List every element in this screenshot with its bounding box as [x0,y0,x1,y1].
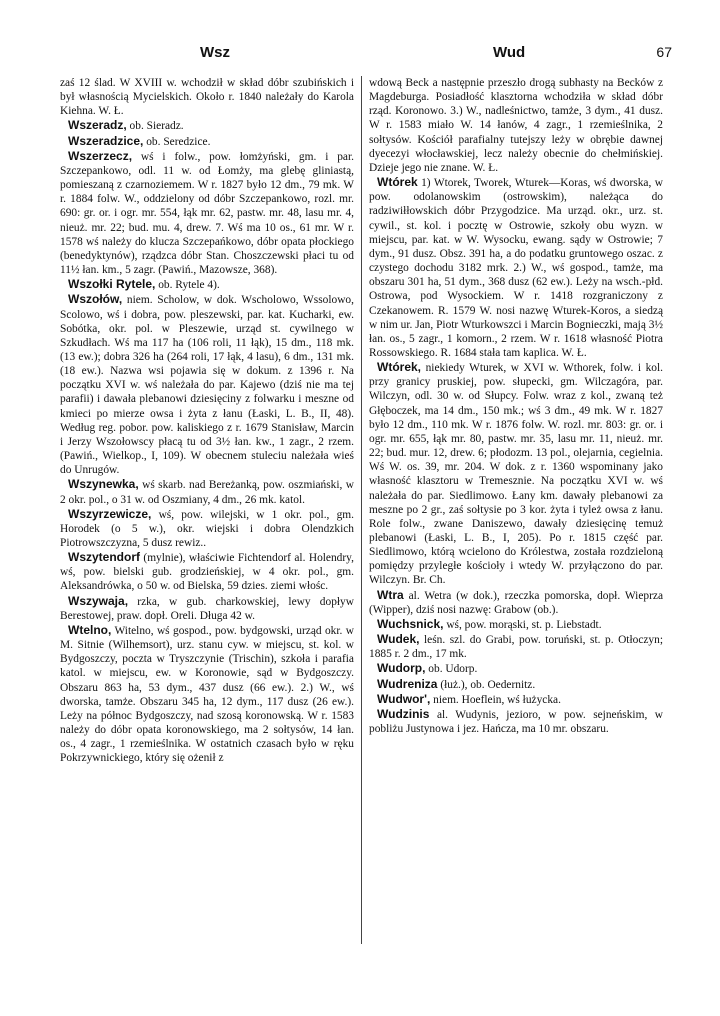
entry-headword: Wszytendorf [68,550,140,565]
entry-headword: Wszołki Rytele, [68,277,156,292]
entry-text: al. Wudynis, jezioro, w pow. sejneńskim, w pobliżu Justynowa i jez. Hańcza, ma 10 mr. obszaru. [369,708,664,736]
entry-text: niekiedy Wturek, w XVI w. Wthorek, folw. i kol. przy granicy pruskiej, pow. słupecki, gm. Wilczagóra, par. Wilczyn, odl. 30 w. od Słupcy. Folw. wraz z kol., zwaną też Głęboczek, ma 14 dm., 150 mk.; wś 3 dm., 49 mk. W r. 1827 było 12 dm., 110 mk. W r. 1876 folw. W. rozl. mr. 803: gr. or. i ogr. mr. 655, łąk mr. 80, pastw. mr. 35, lasu mr. 11, nieuż. mr. 22; bud. mur. 12, drew. 6; płodozm. 13 pol., olejarnia, cegielnia. Wś W. os. 39, mr. 204. W dok. z r. 1360 wspominany jako własność klasztoru w Tremesznie. Na początku XVI w. wś należała do par. Siedlimowo. Łany km. dawały plebanowi za meszne po 2 gr., zaś sołtysie po 3 kor. żyta i tyleż owsa z łanu. Role folw., zwane Daniszewo, dawały dziesięcinę temuż plebanowi (Łaski, L. B., I, 205). Po r. 1815 część par. Siedlimowo, którą wcielono do Królestwa, została rozdzieloną pomiędzy przyległe kościoły i wtedy W. przyłączono do par. Wilczyn. Br. Ch. [369,362,663,587]
entry-headword: Wszołów, [68,292,123,307]
entry-text: ob. Rytele 4). [158,279,220,292]
entry-text: niem. Scholow, w dok. Wscholowo, Wssolowo, Scolowo, wś i dobra, pow. pleszewski, par. kat. Kucharki, ew. Sobótka, okr. pol. w Pleszewie, urząd st. cywilnego w Szkudłach. Wś ma 117 ha (106 roli, 11 łąk), 15 dm., 118 mk. (13 ew.); dobra 326 ha (264 roli, 17 łąk, 4 lasu), 6 dm., 131 mk. (18 ew.). Nazwa wsi pojawia się w dokum. z 1396 r. Na początku XVI w. wś należała do par. Kajewo (dziś nie ma tej parafii) i dawała plebanowi dziesięciny z folwarku i meszne od kmieci po mierze owsa i żyta z łanu (Łaski, L. B., II, 48). Według reg. pobor. pow. kaliskiego z r. 1679 Stanisław, Marcin i Jerzy Wszołowscy płacą tu od 3½ łan. kw., 1 zagr., 2 rzem. (Pawiń., Wielkop., I, 109). W obecnem stuleciu należała wieś do Unrugów. [60,294,354,477]
dictionary-entry [369,661,663,676]
dictionary-entry [60,76,354,118]
entry-text: (mylnie), właściwie Fichtendorf al. Holendry, wś, pow. bielski gub. grodzieńskiej, w 4 okr. pol., gm. Aleksandrówka, o 50 w. od Bielska, 59 dzies. ziemi włośc. [60,552,354,593]
entry-text: wś, pow. morąski, st. p. Liebstadt. [446,618,602,631]
dictionary-entry [60,623,354,766]
entry-text: ob. Seredzice. [146,135,211,148]
entry-text: 1) Wtorek, Tworek, Wturek—Koras, wś dworska, w pow. odolanowskim (ostrowskim), należąca do radziwiłłowskich dóbr Przygodzice. Ma urząd. okr., urz. st. cywil., st. kol. i pocztę w Ostrowie, szkoły obu wyzn. w miejscu, par. kat. w W. Wysocku, ewang. sądy w Ostrowie; 7 dym., 91 dusz. Obsz. 391 ha, a do podatku gruntowego oszac. z czystego dochodu 3182 mrk. 2.) W., wś gospod., tamże, ma obszaru 301 ha, 51 dym., 368 dusz (62 ew.). Leży na wsch.-płd. Ostrowa, pod Wysockiem. W r. 1418 rozgraniczony z Czekanowem. R. 1579 W. nosi nazwę Wturek-Koros, a siedzą w nim ur. Jan, Piotr Wturkowszci i Marcin Bognieczki, mają 3½ łan. os., 5 zagr., 1 komorn., 2 rzem. W r. 1618 własność Piotra Rossowskiego. R. 1684 stała tam kaplica. W. Ł. [369,177,663,359]
dictionary-entry [60,550,354,593]
dictionary-entry [60,277,354,292]
dictionary-entry [60,594,354,623]
entry-text: wś, pow. wilejski, w 1 okr. pol., gm. Horodek (o 5 w.), okr. wiejski i dobra Olendzkich Piotrowszczyzna, 5 dusz rewiz.. [60,508,354,549]
entry-headword: Wudek, [377,632,420,647]
entry-text: leśn. szl. do Grabi, pow. toruński, st. p. Otłoczyn; 1885 r. 2 dm., 17 mk. [369,634,663,661]
entry-headword: Wtórek [377,175,418,190]
dictionary-entry [60,477,354,506]
dictionary-entry [369,617,663,632]
entry-headword: Wtelno, [68,622,112,637]
entry-headword: Wudreniza [377,676,438,691]
header-center-word: Wud [493,44,526,61]
entry-headword: Wszerzecz, [68,148,133,163]
entry-headword: Wszeradz, [68,118,127,133]
dictionary-entry [60,134,354,149]
dictionary-entry [369,707,663,736]
entry-text: wś skarb. nad Bereżanką, pow. oszmiański, w 2 okr. pol., o 31 w. od Oszmiany, 4 dm., 26 mk. katol. [60,479,354,506]
entry-headword: Wudzinis [377,706,430,721]
dictionary-entry [369,632,663,661]
dictionary-entry [369,360,663,588]
entry-headword: Wudwor', [377,691,431,706]
dictionary-entry [60,292,354,477]
entry-headword: Wtórek, [377,360,422,375]
dictionary-entry [60,118,354,133]
entry-text: Witelno, wś gospod., pow. bydgowski, urząd okr. w M. Sitnie (Wilhemsort), urz. stanu cyw. w miejscu, st. kol. w Bydgoszczy, poczta w Tryszczynie (Trischin), szkoła i parafia katol. w miejscu, ew. w Koronowie, sąd w Bydgoszczy. Obszaru 863 ha, 53 dym., 437 dusz (66 ew.). 2.) W., wś dworska, tamże. Obszaru 345 ha, 12 dym., 117 dusz (26 ew.). Leży na północ Bydgoszczy, nad szosą koronowską. W r. 1583 należy do dóbr opata koronowskiego, ma 2 sołtysów, 14 łan. os., 4 zagr., 1 rzemieślnika. W ostatnich czasach było w ręku Pokrzywnickiego, który się ożenił z [60,624,354,765]
entry-headword: Wszywaja, [68,593,129,608]
entry-headword: Wszyrzewicze, [68,506,152,521]
dictionary-entry [369,588,663,617]
entry-headword: Wszynewka, [68,477,139,492]
dictionary-entry [369,677,663,692]
page-number: 67 [656,44,672,60]
right-column [369,76,663,736]
dictionary-entry [60,149,354,277]
header-left-word: Wsz [200,44,230,61]
entry-text: ob. Sieradz. [129,120,184,133]
entry-text: al. Wetra (w dok.), rzeczka pomorska, dopł. Wieprza (Wipper), dziś nosi nazwę: Grabow (ob.). [369,589,663,616]
dictionary-entry [369,692,663,707]
dictionary-entry [60,507,354,550]
running-header [40,44,680,66]
left-column [60,76,354,766]
entry-text: wś i folw., pow. łomżyński, gm. i par. Szczepankowo, odl. 11 w. od Łomży, ma glebę gliniastą, pomieszaną z czarnoziemem. W r. 1827 było 12 dm., 79 mk. W r. 1884 folw. W., oddzielony od dóbr Szczepankowo, rozl. mr. 690: gr. or. i ogr. mr. 554, łąk mr. 62, pastw. mr. 48, lasu mr. 4, nieuż. mr. 22; bud. mu. 4, drew. 7. Wś ma 10 os., 61 mr. W r. 1578 wś należy do klucza Szczepańkowo, dóbr opata płockiego (benedyktynów), rządzca dóbr Stan. Choszczewski płaci tu od 11½ łan. km., 5 zagr. (Pawiń., Mazowsze, 368). [60,150,354,277]
entry-text: wdową Beck a następnie przeszło drogą subhasty na Becków z Magdeburga. Posiadłość klasztorna wchodziła w skład dóbr rząd. Koronowo. 3.) W., nadleśnictwo, tamże, 3 dym., 41 dusz. W r. 1583 miało W. 14 łanów, 4 zagr., 1 rzemieślnika, 2 sołtysów. Kościół parafialny tutejszy leży w obrębie dawnej dyecezyi włocławskiej, lecz należy obecnie do chełmińskiej. Dzieje jego nie znane. W. Ł. [369,77,663,174]
entry-text: ob. Udorp. [428,663,478,676]
entry-text: zaś 12 ślad. W XVIII w. wchodził w skład dóbr szubińskich i był własnością Mycielskich. Około r. 1840 należały do Karola Kiehna. W. Ł. [60,77,354,118]
entry-text: niem. Hoeflein, wś łużycka. [433,693,561,706]
entry-headword: Wszeradzice, [68,133,144,148]
entry-text: (łuż.), ob. Oedernitz. [440,678,536,691]
dictionary-entry [369,175,663,360]
entry-headword: Wtra [377,587,404,602]
entry-text: rzka, w gub. charkowskiej, lewy dopływ Berestowej, praw. dopł. Oreli. Długa 42 w. [60,595,354,622]
dictionary-entry [369,76,663,175]
entry-headword: Wudorp, [377,661,426,676]
entry-headword: Wuchsnick, [377,616,444,631]
column-divider [361,76,362,944]
